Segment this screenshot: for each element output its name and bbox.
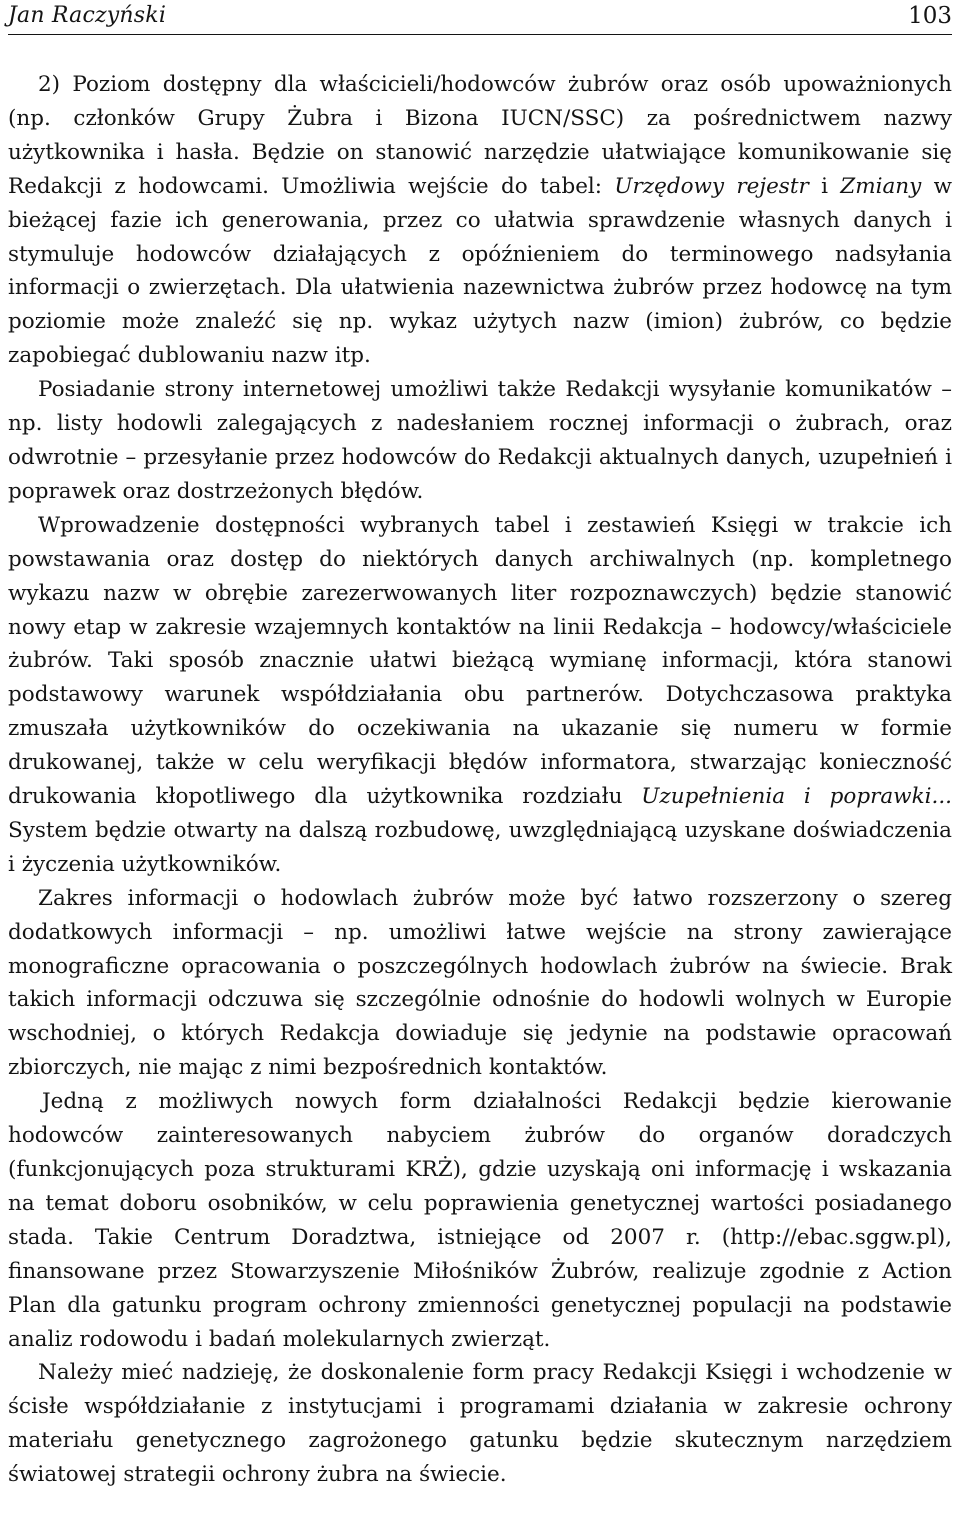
text-segment: w bieżącej fazie ich generowania, przez co ułatwia sprawdzenie własnych danych i stymuluje hodowców działających z opóźnieniem do terminowego nadsyłania informacji o zwierzętach. Dla ułatwienia nazewnictwa żubrów przez hodowcę na tym poziomie może znaleźć się np. wykaz użytych nazw (imion) żubrów, co będzie zapobiegać dublowaniu nazw itp. <box>8 173 953 369</box>
paragraph <box>8 882 952 1085</box>
running-head-author: Jan Raczyński <box>8 3 167 28</box>
italic-term: Urzędowy rejestr <box>614 173 809 199</box>
page-header <box>8 0 952 35</box>
paragraph <box>8 1356 952 1492</box>
text-segment: Należy mieć nadzieję, że doskonalenie form pracy Redakcji Księgi i wchodzenie w ścisłe współdziałanie z instytucjami i programami działania w zakresie ochrony materiału genetycznego zagrożonego gatunku będzie skutecznym narzędziem światowej strategii ochrony żubra na świecie. <box>8 1360 952 1488</box>
paragraph <box>8 1085 952 1356</box>
text-segment: Jedną z możliwych nowych form działalności Redakcji będzie kierowanie hodowców zainteresowanych nabyciem żubrów do organów doradczych (funkcjonujących poza strukturami KRŻ), gdzie uzyskają oni informację i wskazania na temat doboru osobników, w celu poprawienia genetycznej wartości posiadanego stada. Takie Centrum Doradztwa, istniejące od 2007 r. (http://ebac.sggw.pl), finansowane przez Stowarzyszenie Miłośników Żubrów, realizuje zgodnie z Action Plan dla gatunku program ochrony zmienności genetycznej populacji na podstawie analiz rodowodu i badań molekularnych zwierząt. <box>8 1089 952 1352</box>
italic-term: Uzupełnienia i poprawki... <box>641 784 952 810</box>
text-segment: i <box>808 173 841 199</box>
body-text <box>8 68 952 1492</box>
page-number: 103 <box>908 3 952 29</box>
paragraph <box>8 68 952 373</box>
text-segment: Zakres informacji o hodowlach żubrów może być łatwo rozszerzony o szereg dodatkowych informacji – np. umożliwi łatwe wejście na strony zawierające monograficzne opracowania o poszczególnych hodowlach żubrów na świecie. Brak takich informacji odczuwa się szczególnie odnośnie do hodowli wolnych w Europie wschodniej, o których Redakcja dowiaduje się jedynie na podstawie opracowań zbiorczych, nie mając z nimi bezpośrednich kontaktów. <box>8 885 952 1081</box>
italic-term: Zmiany <box>840 173 922 199</box>
text-segment: Wprowadzenie dostępności wybranych tabel i zestawień Księgi w trakcie ich powstawania oraz dostęp do niektórych danych archiwalnych (np. kompletnego wykazu nazw w obrębie zarezerwowanych liter rozpoznawczych) będzie stanowić nowy etap w zakresie wzajemnych kontaktów na linii Redakcja – hodowcy/właściciele żubrów. Taki sposób znacznie ułatwi bieżącą wymianę informacji, która stanowi podstawowy warunek współdziałania obu partnerów. Dotychczasowa praktyka zmuszała użytkowników do oczekiwania na ukazanie się numeru w formie drukowanej, także w celu weryfikacji błędów informatora, stwarzając konieczność drukowania kłopotliwego dla użytkownika rozdziału <box>8 512 952 810</box>
text-segment: System będzie otwarty na dalszą rozbudowę, uwzględniającą uzyskane doświadczenia i życzenia użytkowników. <box>8 817 952 877</box>
text-segment: Posiadanie strony internetowej umożliwi także Redakcji wysyłanie komunikatów – np. listy hodowli zalegających z nadesłaniem rocznej informacji o żubrach, oraz odwrotnie – przesyłanie przez hodowców do Redakcji aktualnych danych, uzupełnień i poprawek oraz dostrzeżonych błędów. <box>8 377 952 504</box>
paragraph <box>8 509 952 882</box>
paragraph <box>8 373 952 509</box>
text-segment: 2) Poziom dostępny dla właścicieli/hodowców żubrów oraz osób upoważnionych (np. członków Grupy Żubra i Bizona IUCN/SSC) za pośrednictwem nazwy użytkownika i hasła. Będzie on stanowić narzędzie ułatwiające komunikowanie się Redakcji z hodowcami. Umożliwia wejście do tabel: <box>8 72 952 199</box>
